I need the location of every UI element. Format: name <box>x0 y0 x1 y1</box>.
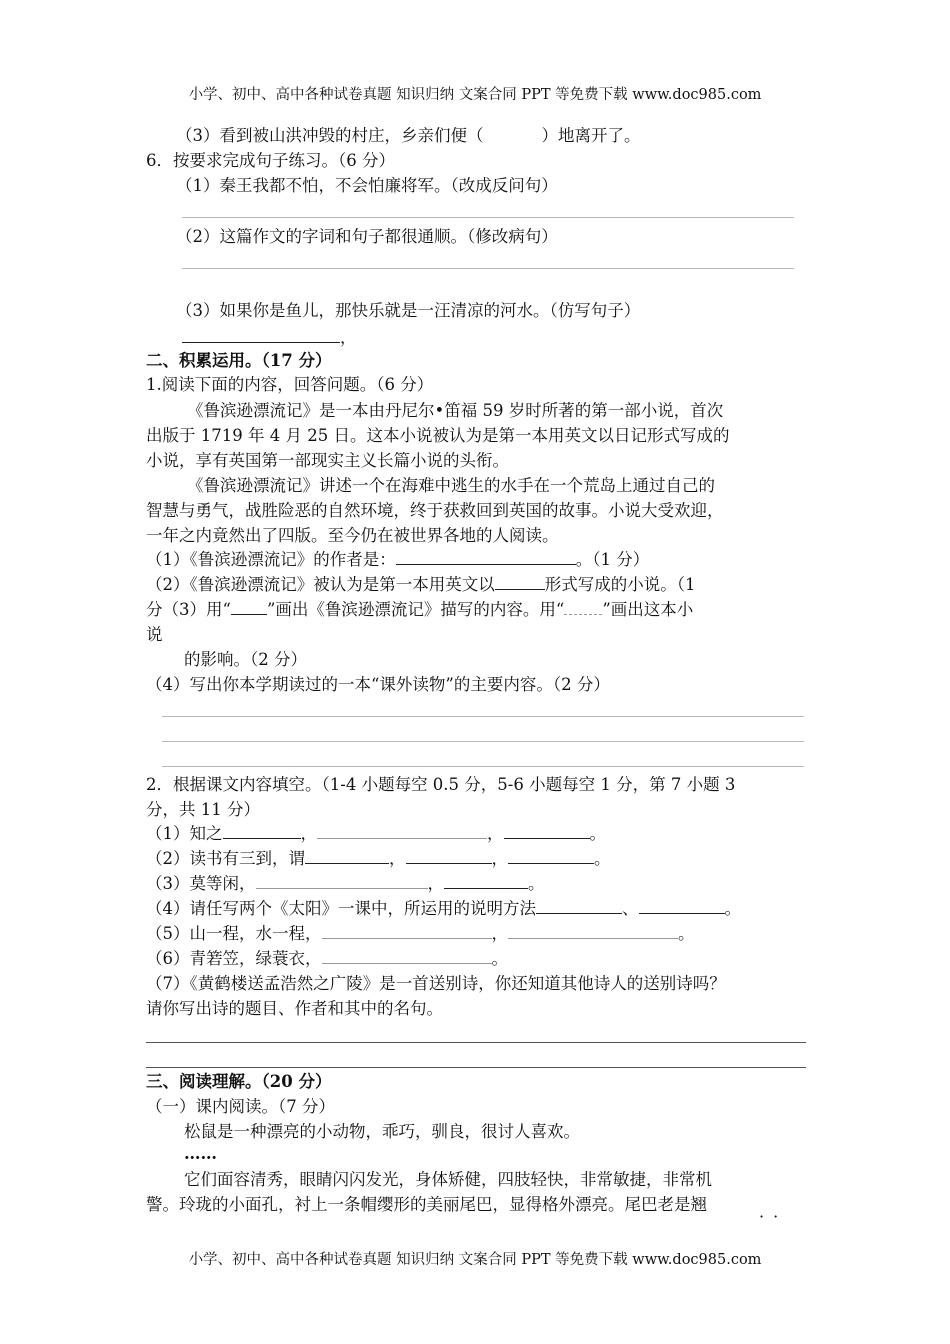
q2-3-end: 。 <box>528 874 545 893</box>
q2-5-end: 。 <box>678 924 695 943</box>
q6-3-answer <box>182 327 357 349</box>
q2-6 <box>146 948 508 970</box>
q6-2-answer-line[interactable] <box>182 268 794 269</box>
q6-3-comma: ， <box>340 328 357 347</box>
passage-line-2: 出版于 1719 年 4 月 25 日。这本小说被认为是第一本用英文以日记形式写成的 <box>146 426 730 445</box>
q2-1-sep-2: ， <box>487 824 504 843</box>
q2-1-text: （1）知之 <box>146 824 223 843</box>
passage-line-4: 《鲁滨逊漂流记》讲述一个在海难中逃生的水手在一个荒岛上通过自己的 <box>187 476 715 495</box>
page-footer: 小学、初中、高中各种试卷真题 知识归纳 文案合同 PPT 等免费下载 www.doc985.com <box>188 1252 762 1268</box>
q2-1-blank-3[interactable] <box>504 824 590 839</box>
q1-2-text: （2）《鲁滨逊漂流记》被认为是第一本用英文以 <box>146 575 495 594</box>
reading-ellipsis: …… <box>184 1144 217 1163</box>
q1-3-text-b: ”画出《鲁滨逊漂流记》描写的内容。用“ <box>266 600 565 619</box>
q1-3 <box>146 599 693 621</box>
q2-6-blank[interactable] <box>322 949 492 964</box>
q1-4-answer-line-2[interactable] <box>162 741 804 742</box>
q1-3-text-c: ”画出这本小 <box>602 600 694 619</box>
q1-1-end: 。（1 分） <box>575 550 650 569</box>
q2-3 <box>146 873 545 895</box>
q2-4-blank-1[interactable] <box>536 899 622 914</box>
q2-1-sep-1: ， <box>300 824 317 843</box>
q1-3-text-a: 分（3）用“ <box>146 600 231 619</box>
q2-4-blank-2[interactable] <box>639 899 725 914</box>
q2-7-b: 请你写出诗的题目、作者和其中的名句。 <box>146 999 443 1018</box>
q1-title: 1.阅读下面的内容，回答问题。（6 分） <box>146 375 434 394</box>
q2-2-sep-2: ， <box>491 849 508 868</box>
q5-3-text: （3）看到被山洪冲毁的村庄，乡亲们便（ <box>176 126 484 145</box>
q1-2-end: 形式写成的小说。（1 <box>544 575 696 594</box>
q2-3-blank-2[interactable] <box>444 874 528 889</box>
q1-3-wavy-line-sample <box>564 602 602 615</box>
section-2-title: 二、积累运用。（17 分） <box>146 351 332 370</box>
q1-4-answer-line-1[interactable] <box>162 716 804 717</box>
q1-1-blank[interactable] <box>396 550 576 565</box>
q2-2-blank-3[interactable] <box>508 849 594 864</box>
q5-3 <box>176 125 641 147</box>
q2-5-text: （5）山一程，水一程， <box>146 924 322 943</box>
q2-2-blank-2[interactable] <box>406 849 492 864</box>
q2-4-end: 。 <box>724 899 741 918</box>
q2-7-a: （7）《黄鹤楼送孟浩然之广陵》是一首送别诗，你还知道其他诗人的送别诗吗？ <box>146 974 726 993</box>
q2-title-a: 2．根据课文内容填空。（1-4 小题每空 0.5 分，5-6 小题每空 1 分，第 7 小题 3 <box>146 775 736 794</box>
sub-section-1: （一）课内阅读。（7 分） <box>146 1097 335 1116</box>
q2-5-blank-2[interactable] <box>508 924 678 939</box>
q6-1-answer-line[interactable] <box>182 217 794 218</box>
q1-2-blank[interactable] <box>495 575 545 590</box>
section-3-title: 三、阅读理解。（20 分） <box>146 1072 332 1091</box>
q2-7-answer-line-2[interactable] <box>146 1067 806 1068</box>
reading-p1: 松鼠是一种漂亮的小动物，乖巧，驯良，很讨人喜欢。 <box>184 1122 580 1141</box>
q2-1-end: 。 <box>589 824 606 843</box>
q1-3-end: 的影响。（2 分） <box>184 650 307 669</box>
q2-4 <box>146 898 741 920</box>
q2-2-blank-1[interactable] <box>305 849 389 864</box>
q1-2 <box>146 574 696 596</box>
q2-5-blank-1[interactable] <box>322 924 492 939</box>
q6-1: （1）秦王我都不怕，不会怕廉将军。（改成反问句） <box>176 176 558 195</box>
q2-2-end: 。 <box>594 849 611 868</box>
reading-p2-line-1: 它们面容清秀，眼睛闪闪发光，身体矫健，四肢轻快，非常敏捷，非常机 <box>184 1170 712 1189</box>
q2-1-blank-1[interactable] <box>223 824 301 839</box>
q2-3-blank-1[interactable] <box>256 874 428 889</box>
q2-1-blank-2[interactable] <box>317 824 487 839</box>
q2-4-sep: 、 <box>622 899 639 918</box>
q2-3-sep: ， <box>427 874 444 893</box>
q2-2-sep-1: ， <box>389 849 406 868</box>
q2-2 <box>146 848 611 870</box>
passage-line-1: 《鲁滨逊漂流记》是一本由丹尼尔•笛福 59 岁时所著的第一部小说，首次 <box>187 401 724 420</box>
passage-line-6: 一年之内竟然出了四版。至今仍在被世界各地的人阅读。 <box>146 526 559 545</box>
emphasis-dots: ·· <box>759 1207 788 1226</box>
q1-1-text: （1）《鲁滨逊漂流记》的作者是： <box>146 550 396 569</box>
q6-2: （2）这篇作文的字词和句子都很通顺。（修改病句） <box>176 227 558 246</box>
q5-3-end: ）地离开了。 <box>541 126 641 145</box>
q1-4-answer-line-3[interactable] <box>162 766 804 767</box>
q1-1 <box>146 549 649 571</box>
page-header: 小学、初中、高中各种试卷真题 知识归纳 文案合同 PPT 等免费下载 www.doc985.com <box>188 87 762 103</box>
q1-3-cont: 说 <box>146 625 163 644</box>
passage-line-5: 智慧与勇气，战胜险恶的自然环境，终于获救回到英国的故事。小说大受欢迎， <box>146 501 724 520</box>
q2-6-text: （6）青箬笠，绿蓑衣， <box>146 949 322 968</box>
q2-2-text: （2）读书有三到，谓 <box>146 849 305 868</box>
q2-5-sep: ， <box>491 924 508 943</box>
q2-title-b: 分，共 11 分） <box>146 800 260 819</box>
q6-title: 6．按要求完成句子练习。（6 分） <box>146 151 395 170</box>
q6-3: （3）如果你是鱼儿，那快乐就是一汪清凉的河水。（仿写句子） <box>176 301 641 320</box>
q2-5 <box>146 923 695 945</box>
passage-line-3: 小说，享有英国第一部现实主义长篇小说的头衔。 <box>146 451 509 470</box>
q2-1 <box>146 823 606 845</box>
q2-6-end: 。 <box>491 949 508 968</box>
q6-3-blank[interactable] <box>182 328 340 343</box>
q2-3-text: （3）莫等闲， <box>146 874 256 893</box>
q2-4-text: （4）请任写两个《太阳》一课中，所运用的说明方法 <box>146 899 536 918</box>
q1-4: （4）写出你本学期读过的一本“课外读物”的主要内容。（2 分） <box>146 675 610 694</box>
q1-3-straight-line-sample <box>231 600 267 615</box>
q2-7-answer-line-1[interactable] <box>146 1042 806 1043</box>
reading-p2-line-2: 警。玲珑的小面孔，衬上一条帽缨形的美丽尾巴，显得格外漂亮。尾巴老是翘 <box>146 1195 707 1214</box>
